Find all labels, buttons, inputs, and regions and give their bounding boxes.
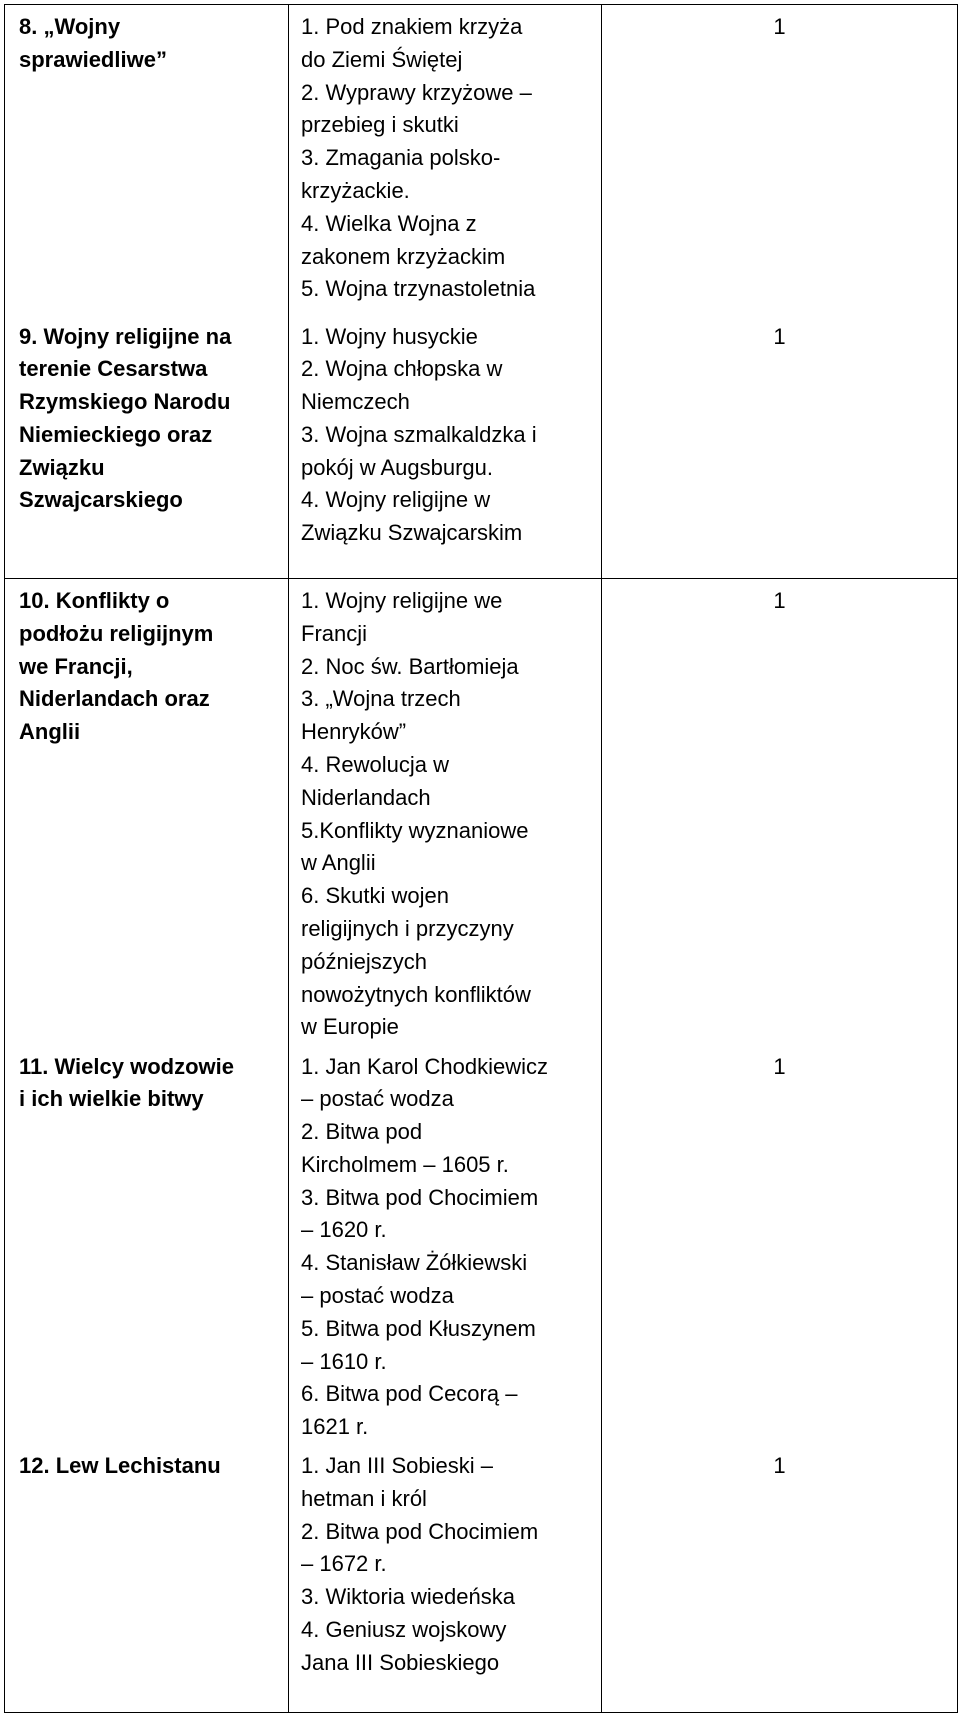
lessons-cell <box>289 5 602 315</box>
lesson-line: 2. Noc św. Bartłomieja <box>301 653 519 679</box>
lesson-line: 3. Zmagania polsko- <box>301 145 501 171</box>
lesson-line: w Europie <box>301 1014 399 1040</box>
lesson-line: 3. „Wojna trzech <box>301 686 461 712</box>
table-row <box>5 1045 958 1445</box>
hours-value: 1 <box>773 323 786 349</box>
lesson-line: 1. Wojny husyckie <box>301 323 478 349</box>
lesson-line: 6. Bitwa pod Cecorą – <box>301 1381 518 1407</box>
lesson-line: Francji <box>301 620 368 646</box>
lesson-line: 5.Konflikty wyznaniowe <box>301 817 529 843</box>
lesson-line: 4. Wielka Wojna z <box>301 210 477 236</box>
topic-cell <box>5 1045 289 1445</box>
lesson-line: pokój w Augsburgu. <box>301 454 494 480</box>
lesson-line: zakonem krzyżackim <box>301 243 506 269</box>
lesson-line: 4. Rewolucja w <box>301 751 449 777</box>
table-row <box>5 1444 958 1712</box>
lesson-line: 4. Wojny religijne w <box>301 487 491 513</box>
hours-value: 1 <box>773 588 786 613</box>
lesson-line: Niemczech <box>301 389 410 415</box>
lesson-line: do Ziemi Świętej <box>301 46 463 72</box>
lesson-line: 1621 r. <box>301 1414 369 1440</box>
lesson-line: Kircholmem – 1605 r. <box>301 1151 509 1177</box>
hours-value: 1 <box>773 1053 786 1079</box>
lesson-line: 1. Pod znakiem krzyża <box>301 14 523 39</box>
hours-cell <box>602 1045 958 1445</box>
hours-value: 1 <box>773 14 786 39</box>
lesson-line: 2. Bitwa pod Chocimiem <box>301 1518 539 1544</box>
lesson-line: – 1672 r. <box>301 1551 387 1577</box>
topic-cell <box>5 315 289 579</box>
curriculum-table <box>4 4 958 1713</box>
topic-cell <box>5 5 289 315</box>
topic-title: 8. „Wojny sprawiedliwe” <box>19 14 167 72</box>
hours-cell <box>602 1444 958 1712</box>
lesson-line: 5. Wojna trzynastoletnia <box>301 276 536 302</box>
lesson-line: – postać wodza <box>301 1086 454 1112</box>
lesson-line: w Anglii <box>301 850 376 876</box>
lesson-line: Związku Szwajcarskim <box>301 520 523 546</box>
topic-title: 9. Wojny religijne na terenie Cesarstwa Rzymskiego Narodu Niemieckiego oraz Związku Szwajcarskiego <box>19 323 232 513</box>
lesson-line: 3. Wojna szmalkaldzka i <box>301 421 537 447</box>
lessons-cell <box>289 579 602 1045</box>
lesson-line: religijnych i przyczyny <box>301 915 514 941</box>
topic-title: 11. Wielcy wodzowie i ich wielkie bitwy <box>19 1053 234 1112</box>
lesson-line: 4. Stanisław Żółkiewski <box>301 1250 528 1276</box>
lesson-line: późniejszych <box>301 948 427 974</box>
lesson-line: 1. Jan III Sobieski – <box>301 1453 493 1479</box>
table-row <box>5 579 958 1045</box>
lessons-cell <box>289 1045 602 1445</box>
lesson-line: Jana III Sobieskiego <box>301 1649 500 1675</box>
lesson-line: hetman i król <box>301 1485 427 1511</box>
lesson-line: – 1610 r. <box>301 1348 387 1374</box>
hours-cell <box>602 5 958 315</box>
table-row <box>5 5 958 315</box>
topic-title: 10. Konflikty o podłożu religijnym we Francji, Niderlandach oraz Anglii <box>19 588 214 745</box>
lesson-line: przebieg i skutki <box>301 112 459 138</box>
topic-title: 12. Lew Lechistanu <box>19 1453 221 1479</box>
lesson-line: 1. Wojny religijne we <box>301 588 503 613</box>
lessons-cell <box>289 315 602 579</box>
topic-cell <box>5 579 289 1045</box>
hours-value: 1 <box>773 1453 786 1479</box>
lessons-cell <box>289 1444 602 1712</box>
lesson-line: 2. Wyprawy krzyżowe – <box>301 79 532 105</box>
lesson-line: 2. Bitwa pod <box>301 1119 423 1145</box>
topic-cell <box>5 1444 289 1712</box>
lesson-line: – postać wodza <box>301 1283 454 1309</box>
lesson-line: – 1620 r. <box>301 1217 387 1243</box>
lesson-line: 3. Bitwa pod Chocimiem <box>301 1184 539 1210</box>
hours-cell <box>602 579 958 1045</box>
table-row <box>5 315 958 579</box>
lesson-line: 5. Bitwa pod Kłuszynem <box>301 1315 536 1341</box>
hours-cell <box>602 315 958 579</box>
lesson-line: 6. Skutki wojen <box>301 883 449 909</box>
lesson-line: 4. Geniusz wojskowy <box>301 1617 507 1643</box>
lesson-line: 1. Jan Karol Chodkiewicz <box>301 1053 549 1079</box>
lesson-line: Niderlandach <box>301 784 431 810</box>
lesson-line: 2. Wojna chłopska w <box>301 356 503 382</box>
lesson-line: Henryków” <box>301 719 407 745</box>
lesson-line: 3. Wiktoria wiedeńska <box>301 1584 515 1610</box>
lesson-line: nowożytnych konfliktów <box>301 981 531 1007</box>
lesson-line: krzyżackie. <box>301 177 410 203</box>
